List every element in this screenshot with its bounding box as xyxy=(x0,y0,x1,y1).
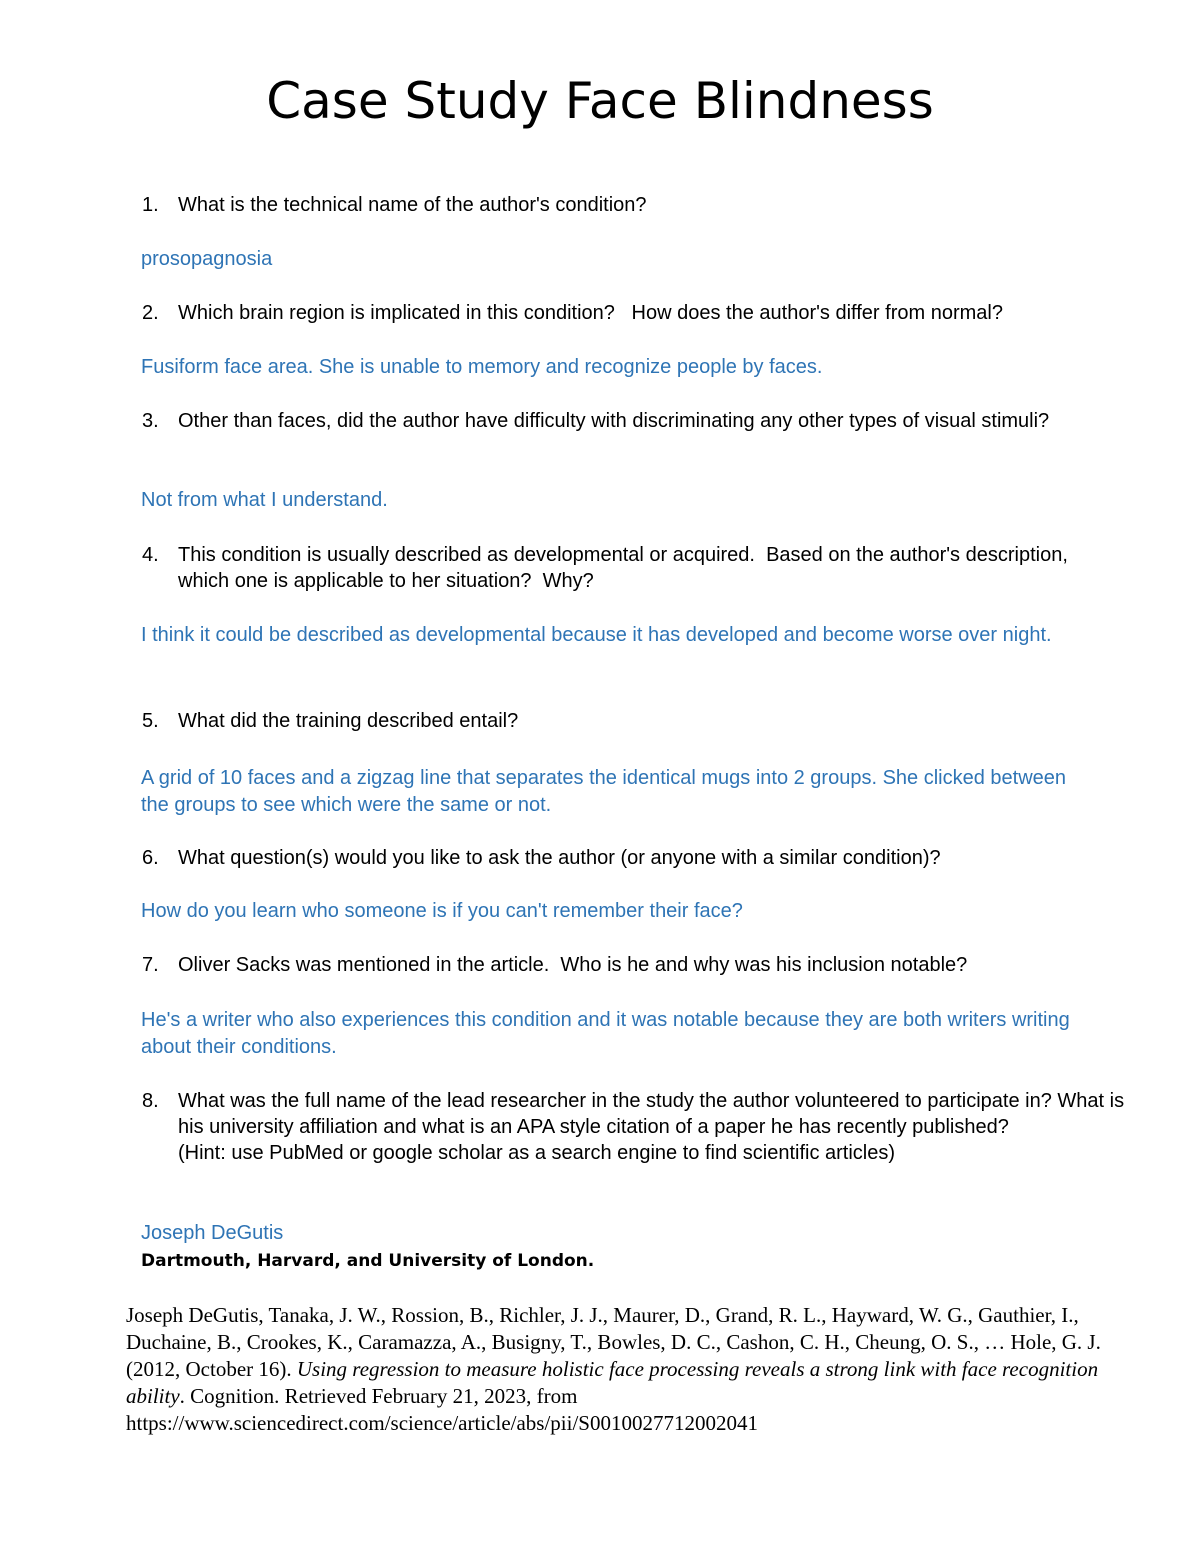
question-6 xyxy=(142,845,1142,871)
answer-4: I think it could be described as developmental because it has developed and become worse over night. xyxy=(141,624,1052,646)
question-3 xyxy=(142,408,1092,434)
citation-url: https://www.sciencedirect.com/science/article/abs/pii/S0010027712002041 xyxy=(126,1411,758,1435)
question-text: What question(s) would you like to ask the author (or anyone with a similar condition)? xyxy=(178,847,941,869)
answer-6: How do you learn who someone is if you can't remember their face? xyxy=(141,900,743,922)
question-8-body: What was the full name of the lead researcher in the study the author volunteered to participate in? What is his university affiliation and what is an APA style citation of a paper he has recently published? xyxy=(178,1090,1125,1138)
question-text: Oliver Sacks was mentioned in the article. Who is he and why was his inclusion notable? xyxy=(178,954,968,976)
question-number: 8. xyxy=(142,1090,159,1112)
citation-article-title: Using regression to measure holistic face processing reveals a strong link with face recognition ability xyxy=(126,1357,1099,1408)
question-text xyxy=(178,1088,1142,1166)
question-number: 4. xyxy=(142,544,159,566)
question-number: 3. xyxy=(142,410,159,432)
citation-authors-date: Joseph DeGutis, Tanaka, J. W., Rossion, B., Richler, J. J., Maurer, D., Grand, R. L., Hayward, W. G., Gauthier, I., Duchaine, B., Crookes, K., Caramazza, A., Busigny, T., Bowles, D. C., Cashon, C. H., Cheung, O. S., … Hole, G. J. (2012, October 16). xyxy=(126,1303,1101,1381)
answer-3: Not from what I understand. xyxy=(141,489,388,511)
question-text: What is the technical name of the author's condition? xyxy=(178,194,647,216)
question-number: 6. xyxy=(142,847,159,869)
question-8 xyxy=(142,1088,1142,1166)
question-text: What did the training described entail? xyxy=(178,710,519,732)
question-number: 1. xyxy=(142,194,159,216)
question-number: 7. xyxy=(142,954,159,976)
university-affiliation: Dartmouth, Harvard, and University of London. xyxy=(141,1251,595,1271)
question-text: This condition is usually described as developmental or acquired. Based on the author's description, which one is applicable to her situation? Why? xyxy=(178,544,1074,592)
question-8-hint: (Hint: use PubMed or google scholar as a search engine to find scientific articles) xyxy=(178,1142,896,1164)
answer-8: Joseph DeGutis xyxy=(141,1222,284,1244)
question-2 xyxy=(142,300,1142,326)
citation-journal-retrieved: . Cognition. Retrieved February 21, 2023, from xyxy=(179,1384,578,1408)
question-number: 2. xyxy=(142,302,159,324)
answer-5: A grid of 10 faces and a zigzag line that separates the identical mugs into 2 groups. She clicked between the groups to see which were the same or not. xyxy=(141,767,1067,816)
question-text: Which brain region is implicated in this condition? How does the author's differ from normal? xyxy=(178,302,1003,324)
answer-2: Fusiform face area. She is unable to memory and recognize people by faces. xyxy=(141,356,823,378)
question-number: 5. xyxy=(142,710,159,732)
page-title: Case Study Face Blindness xyxy=(266,72,934,130)
answer-7: He's a writer who also experiences this condition and it was notable because they are both writers writing about their conditions. xyxy=(141,1009,1070,1058)
question-text: Other than faces, did the author have difficulty with discriminating any other types of visual stimuli? xyxy=(178,410,1050,432)
question-4 xyxy=(142,542,1092,594)
question-1 xyxy=(142,192,1142,218)
question-5 xyxy=(142,708,1142,734)
answer-1: prosopagnosia xyxy=(141,248,273,270)
question-7 xyxy=(142,952,1142,978)
apa-citation xyxy=(126,1302,1116,1437)
